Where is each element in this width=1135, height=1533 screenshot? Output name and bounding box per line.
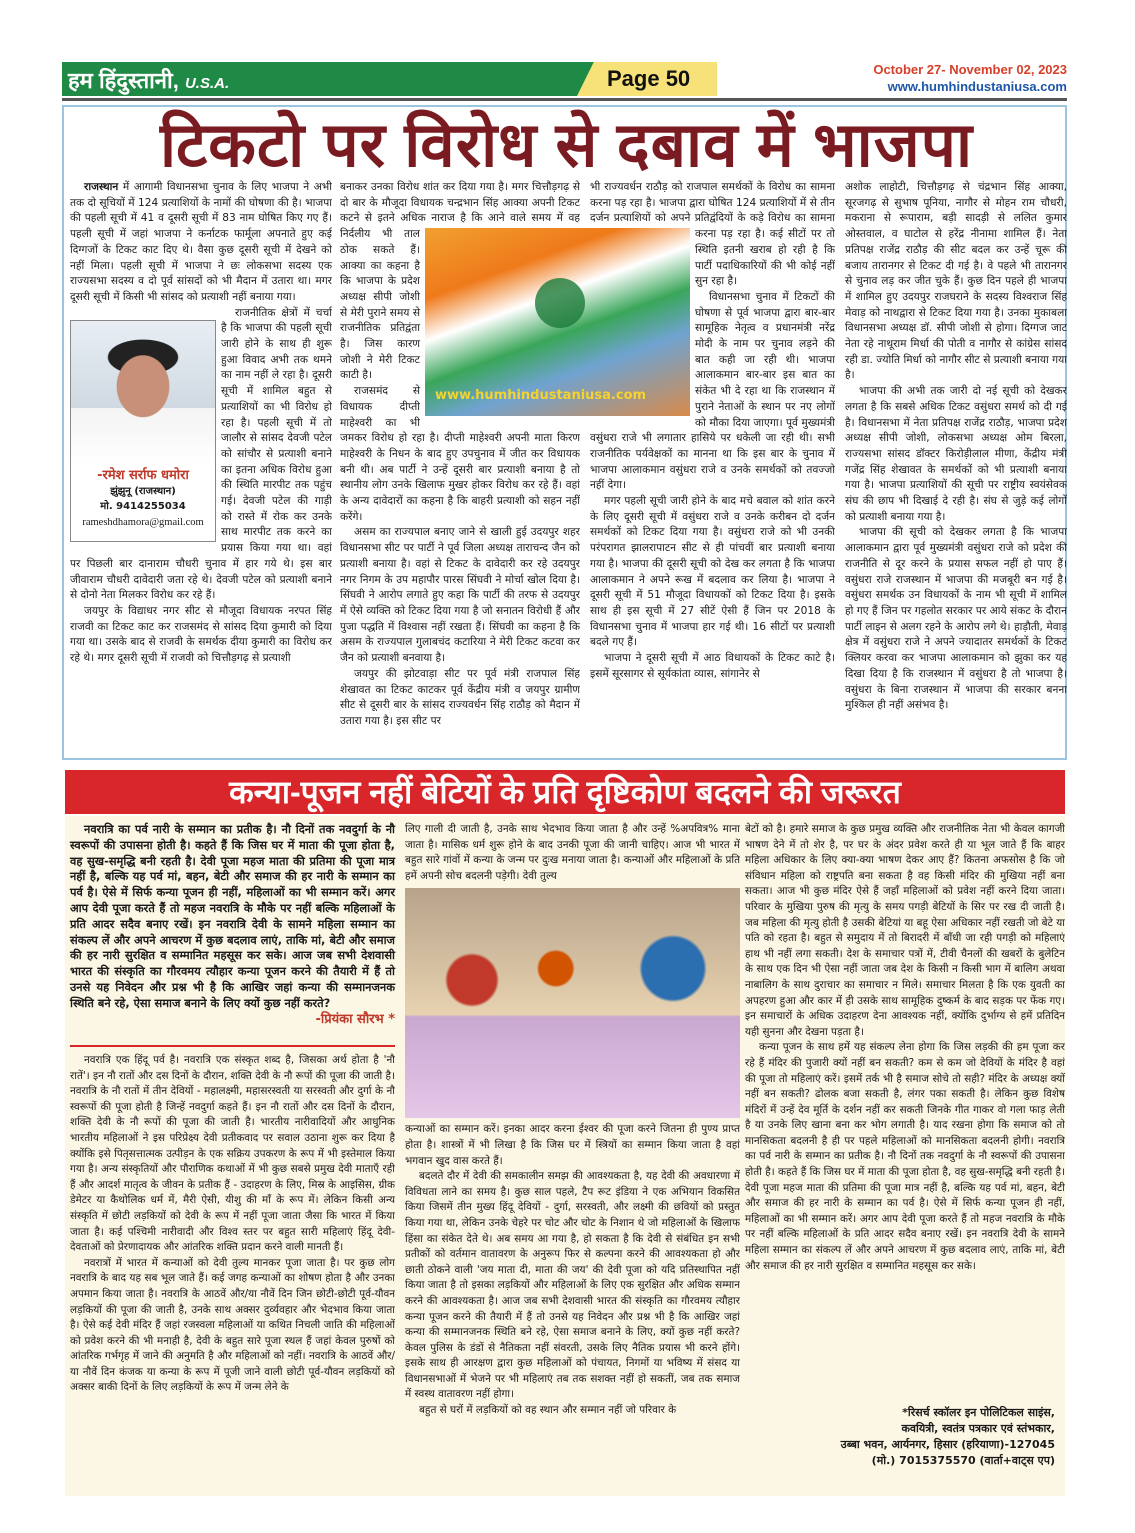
paragraph: भाजपा की सूची को देखकर लगता है कि भाजपा आलाकमान द्वारा पूर्व मुख्यमंत्री वसुंधरा राजे को प्रदेश की राजनीति से दूर करने के प्रयास सफल नहीं हो पाए हैं। वसुंधरा राजे राजस्थान में भाजपा की मजबूरी बन गई है। वसुंधरा समर्थक उन विधायकों के नाम भी सूची में शामिल हो गए हैं जिन पर गहलोत सरकार पर आये संकट के दौरान पार्टी लाइन से अलग रहने के आरोप लगे थे। हाड़ौती, मेवाड़ क्षेत्र में वसुंधरा राजे ने अपने ज्यादातर समर्थकों के टिकट क्लियर करवा कर भाजपा आलाकमान को झुका कर यह दिखा दिया है कि राजस्थान में वसुंधरा है तो भाजपा है। वसुंधरा के बिना राजस्थान में भाजपा की सरकार बनना मुश्किल ही नहीं असंभव है। <box>845 526 1067 712</box>
author-photo-box <box>70 320 216 542</box>
brand-text: हम हिंदुस्तानी, <box>68 68 179 93</box>
author-photo <box>71 321 215 466</box>
bjp-flag-photo <box>425 228 690 416</box>
author-credit <box>841 1405 1055 1469</box>
author-email[interactable]: rameshdhamora@gmail.com <box>82 517 204 529</box>
brand-suffix: U.S.A. <box>184 75 230 92</box>
article-2-column-1 <box>70 1053 395 1493</box>
paragraph: अशोक लाहोटी, चित्तौड़गढ़ से चंद्रभान सिंह आक्या, सूरजगढ़ से सुभाष पूनिया, नागौर से मोहन राम चौधरी, मकराना से रूपाराम, बड़ी सादड़ी से ललित कुमार ओस्तवाल, व घाटोल से हरेंद्र नीनामा शामिल हैं। नेता प्रतिपक्ष राजेंद्र राठौड़ की सीट बदल कर उन्हें चूरू की बजाय तारानगर से टिकट दी गई है। वे पहले भी तारानगर से चुनाव लड़ कर जीत चुके हैं। कुछ दिन पहले ही भाजपा में शामिल हुए उदयपुर राजघराने के सदस्य विश्वराज सिंह मेवाड़ को नाथद्वारा से टिकट दिया गया है। उनका मुकाबला विधानसभा अध्यक्ष डॉ. सीपी जोशी से होगा। दिग्गज जाट नेता रहे नाथूराम मिर्धा की पोती व नागौर से कांग्रेस सांसद रही डा. ज्योति मिर्धा को नागौर सीट से प्रत्याशी बनाया गया है। <box>845 181 1067 382</box>
paragraph: कन्या पूजन के साथ हमें यह संकल्प लेना होगा कि जिस लड़की की हम पूजा कर रहे हैं मंदिर की पुजारी क्यों नहीं बन सकती? कम से कम जो देवियों के मंदिर है वहां की पूजा तो महिलाएं करें। इसमें तर्क भी है समाज सोचे तो सही? मंदिर के अध्यक्ष क्यों नहीं बन सकती? ढोलक बजा सकती है, लंगर पका सकती है। लेकिन कुछ विशेष मंदिरों में उन्हें देव मूर्ति के दर्शन नहीं कर सकती जिनके गीत गाकर वो गला फाड़ लेती है या उनके लिए खाना बना कर भोग लगाती है। याद रखना होगा कि समाज को तो मानसिकता बदलनी है ही पर पहले महिलाओं को मानसिकता बदलनी होगी। नवरात्रि का पर्व नारी के सम्मान का प्रतीक है। नौ दिनों तक नवदुर्गा के नौ स्वरूपों की उपासना होती है। कहते हैं कि जिस घर में माता की पूजा होता है, वह सुख-समृद्धि बनी रहती है। देवी पूजा महज माता की प्रतिमा की पूजा मात्र नहीं है, बल्कि यह पर्व मां, बहन, बेटी और समाज की हर नारी के सम्मान का पर्व है। ऐसे में सिर्फ कन्या पूजन ही नहीं, महिलाओं का भी सम्मान करें। अगर आप देवी पूजा करते हैं तो महज नवरात्रि के मौके पर नहीं बल्कि महिलाओं के प्रति आदर सदैव बनाए रखें। इन नवरात्रि देवी के सामने महिला सम्मान का संकल्प लें और अपने आचरण में कुछ बदलाव लाएं, ताकि मां, बेटी और समाज की हर नारी सुरक्षित व सम्मानित महसूस कर सके। <box>745 1041 1065 1272</box>
paragraph: नवरात्रि एक हिंदू पर्व है। नवरात्रि एक संस्कृत शब्द है, जिसका अर्थ होता है 'नौ रातें'। इन नौ रातों और दस दिनों के दौरान, शक्ति देवी के नौ रूपों की पूजा की जाती है। नवरात्रि के नौ रातों में तीन देवियों - महालक्ष्मी, महासरस्वती या सरस्वती और दुर्गा के नौ स्वरूपों की पूजा होती है जिन्हें नवदुर्गा कहते हैं। इन नौ रातों और दस दिनों के दौरान, शक्ति देवी के नौ रूपों की पूजा की जाती है। भारतीय नारीवादियों और आधुनिक भारतीय महिलाओं ने इस परिप्रेक्ष्य देवी प्रतीकवाद पर सवाल उठाना शुरू कर दिया है क्योंकि इसे पितृसत्तात्मक उत्पीड़न के एक सक्रिय उपकरण के रूप में भी इस्तेमाल किया गया है। अन्य संस्कृतियों और पौराणिक कथाओं में भी कुछ सबसे प्रमुख देवी माताएँ रही हैं और आदर्श मातृत्व के जीवन के प्रतीक हैं - उदाहरण के लिए, मिस्र के आइसिस, ग्रीक डेमेटर या कैथोलिक धर्म में, मैरी ऐसी, यीशु की माँ के रूप में। लेकिन किसी अन्य संस्कृति में छोटी लड़कियों को देवी के रूप में नहीं पूजा जाता जैसा कि भारत में किया जाता है। कई पश्चिमी नारीवादी और विश्व स्तर पर बहुत सारी महिलाएं हिंदू देवी-देवताओं को प्रेरणादायक और आंतरिक शक्ति प्रदान करने वाली मानती हैं। <box>70 1054 395 1254</box>
paragraph: नवरात्रों में भारत में कन्याओं को देवी तुल्य मानकर पूजा जाता है। पर कुछ लोग नवरात्रि के बाद यह सब भूल जाते हैं। कई जगह कन्याओं का शोषण होता है और उनका अपमान किया जाता है। नवरात्रि के आठवें और/या नौवें दिन जिन छोटी-छोटी पूर्व-यौवन लड़कियों की पूजा की जाती है, उनके साथ अक्सर दुर्व्यवहार और भेदभाव किया जाता है। ऐसे कई देवी मंदिर हैं जहां रजस्वला महिलाओं या कथित निचली जाति की महिलाओं को प्रवेश करने की भी मनाही है, देवी के बहुत सारे पूजा स्थल हैं जहां केवल पुरुषों को आंतरिक गर्भगृह में जाने की अनुमति है और महिलाओं को नहीं। नवरात्रि के आठवें और/या नौवें दिन कंजक या कन्या के रूप में पूजी जाने वाली छोटी पूर्व-यौवन लड़कियों को अक्सर बाकी दिनों के लिए लड़कियों के रूप में जन्म लेने के <box>70 1256 395 1394</box>
newspaper-name <box>68 65 229 95</box>
paragraph: बेटों को है। हमारे समाज के कुछ प्रमुख व्यक्ति और राजनीतिक नेता भी केवल कागजी भाषण देने में तो शेर है, पर घर के अंदर प्रवेश करते ही या भूल जाते हैं कि बाहर महिला अधिकार के लिए क्या-क्या भाषण देकर आए हैं? कितना अफसोस है कि जो संविधान महिला को राष्ट्रपति बना सकता है वह किसी मंदिर की मुखिया नहीं बना सकता। आज भी कुछ मंदिर ऐसे हैं जहाँ महिलाओं को प्रवेश नहीं करने दिया जाता। परिवार के मुखिया पुरुष की मृत्यु के समय पगड़ी बेटियों के सिर पर रख दी जाती है। जब महिला की मृत्यु होती है उसकी बेटियां या बहू ऐसा अधिकार नहीं रखती जो बेटे या पति को रहता है। बहुत से समुदाय में तो बिरादरी में बाँधी जा रही पगड़ी को महिलाएं हाथ भी नहीं लगा सकती। देश के समाचार पत्रों में, टीवी चैनलों की खबरों के बुलेटिन के साथ एक दिन भी ऐसा नहीं जाता जब देश के किसी न किसी भाग में बालिग अथवा नाबालिग के साथ दुराचार का समाचार न मिले। समाचार मिलता है कि एक युवती का अपहरण हुआ और कार में ही उसके साथ सामूहिक दुष्कर्म के बाद सड़क पर फेंक गए। इन समाचारों के अधिक उदाहरण देना आवश्यक नहीं, क्योंकि दुर्भाग्य से हमें प्रतिदिन यही सुनना और देखना पड़ता है। <box>745 823 1065 1038</box>
article-2-lead <box>70 822 395 1027</box>
kanya-pujan-photo <box>405 888 740 1118</box>
paragraph: विधानसभा चुनाव में टिकटों की घोषणा से पूर्व भाजपा द्वारा बार-बार सामूहिक नेतृत्व व प्रधानमंत्री नरेंद्र मोदी के नाम पर चुनाव लड़ने की बात कही जा रही थी। भाजपा आलाकमान बार-बार इस बात का संकेत भी दे रहा था कि राजस्थान में पुराने नेताओं के स्थान पर नए लोगों को मौका दिया जाएगा। पूर्व मुख्यमंत्री वसुंधरा राजे भी लगातार हासिये पर धकेली जा रही थी। सभी राजनीतिक पर्यवेक्षकों का मानना था कि इस बार के चुनाव में भाजपा आलाकमान वसुंधरा राजे व उनके समर्थकों को तवज्जो नहीं देगा। <box>590 290 835 492</box>
paragraph: बहुत से घरों में लड़कियों को वह स्थान और सम्मान नहीं जो परिवार के <box>419 1404 677 1417</box>
paragraph: भाजपा की अभी तक जारी दो नई सूची को देखकर लगता है कि सबसे अधिक टिकट वसुंधरा समर्थ को दी गई है। विधानसभा में नेता प्रतिपक्ष राजेंद्र राठौड़, भाजपा प्रदेश अध्यक्ष सीपी जोशी, लोकसभा अध्यक्ष ओम बिरला, राज्यसभा सांसद डॉक्टर किरोड़ीलाल मीणा, केंद्रीय मंत्री गजेंद्र सिंह शेखावत के समर्थकों को भी प्रत्याशी बनाया गया है। भाजपा प्रत्याशियों की सूची पर राष्ट्रीय स्वयंसेवक संघ की छाप भी दिखाई दे रही है। संघ से जुड़े कई लोगों को प्रत्याशी बनाया गया है। <box>845 385 1067 523</box>
image-watermark: www.humhindustaniusa.com <box>435 388 647 403</box>
article-2-column-2 <box>405 822 740 1494</box>
paragraph-text: में आगामी विधानसभा चुनाव के लिए भाजपा ने अभी तक दो सूचियों में 124 प्रत्याशियों के नामों की घोषणा की है। भाजपा की पहली सूची में 41 व दूसरी सूची में 83 नाम घोषित किए गए हैं। पहली सूची में जहां भाजपा ने कर्नाटक फार्मूला अपनाते हुए कई दिग्गजों के टिकट काट दिए थे। वैसा कुछ दूसरी सूची में देखने को नहीं मिला। पहली सूची में भाजपा ने छः लोकसभा सदस्य एक राज्यसभा सदस्य व दो पूर्व सांसदों को भी मैदान में उतारा था। मगर दूसरी सूची में किसी भी सांसद को प्रत्याशी नहीं बनाया गया। <box>70 181 332 303</box>
article-1-headline: टिकटो पर विरोध से दबाव में भाजपा <box>160 111 973 180</box>
author-signature: -प्रियंका सौरभ * <box>315 1011 395 1027</box>
lotus-symbol-icon <box>535 278 585 328</box>
credit-line: उब्बा भवन, आर्यनगर, हिसार (हरियाणा)-127045 <box>840 1438 1055 1451</box>
author-place: झुंझुनू (राजस्थान) <box>110 485 176 497</box>
masthead <box>62 62 1067 98</box>
lead-word: राजस्थान <box>84 181 119 193</box>
article-2-column-3 <box>745 822 1065 1402</box>
website-link[interactable]: www.humhindustaniusa.com <box>887 79 1067 94</box>
author-byline <box>71 466 215 531</box>
paragraph <box>70 180 332 306</box>
paragraph: राजसमंद से विधायक दीप्ती माहेश्वरी का भी जमकर विरोध हो रहा है। दीप्ती माहेश्वरी अपनी माता किरण माहेश्वरी के निधन के बाद हुए उपचुनाव में जीत कर विधायक बनी थी। अब पार्टी ने उन्हें दूसरी बार प्रत्याशी बनाया है तो स्थानीय लोग उनके खिलाफ मुखर होकर विरोध कर रहे हैं। वहां के अन्य दावेदारों का कहना है कि बाहरी प्रत्याशी को सहन नहीं करेंगे। <box>340 385 580 523</box>
page-number: Page 50 <box>607 66 691 91</box>
paragraph: लिए गाली दी जाती है, उनके साथ भेदभाव किया जाता है और उन्हें %अपवित्र% माना जाता है। मासिक धर्म शुरू होने के बाद उनकी पूजा की जानी चाहिए। आज भी भारत में बहुत सारे गांवों में कन्या के जन्म पर दुःख मनाया जाता है। कन्याओं और महिलाओं के प्रति हमें अपनी सोच बदलनी पड़ेगी। देवी तुल्य <box>405 823 740 882</box>
paragraph: मगर पहली सूची जारी होने के बाद मचे बवाल को शांत करने के लिए दूसरी सूची में वसुंधरा राजे व उनके करीबन दो दर्जन समर्थकों को टिकट दिया गया है। वसुंधरा राजे को भी उनकी परंपरागत झालरापाटन सीट से ही पांचवीं बार प्रत्याशी बनाया गया है। भाजपा की दूसरी सूची को देख कर लगता है कि भाजपा आलाकमान ने अपने रूख में बदलाव कर लिया है। भाजपा ने दूसरी सूची में 51 मौजूदा विधायकों को टिकट दिया है। इसके साथ ही इस सूची में 27 सीटें ऐसी हैं जिन पर 2018 के विधानसभा चुनाव में भाजपा हार गई थी। 16 सीटों पर प्रत्याशी बदले गए हैं। <box>590 495 835 649</box>
paragraph: जयपुर के विद्याधर नगर सीट से मौजूदा विधायक नरपत सिंह राजवी का टिकट काट कर राजसमंद से सांसद दिया कुमारी को दिया गया था। उसके बाद से राजवी के समर्थक दीया कुमारी का विरोध कर रहे थे। मगर दूसरी सूची में राजवी को चित्तौड़गढ़ से प्रत्याशी <box>70 604 332 665</box>
author-name: -रमेश सर्राफ धमोरा <box>97 468 189 483</box>
paragraph: राजनीतिक क्षेत्रों में चर्चा है कि भाजपा की पहली सूची जारी होने के साथ ही शुरू हुआ विवाद अभी तक थमने का नाम नहीं ले रहा है। दूसरी सूची में शामिल बहुत से प्रत्याशियों का भी विरोध हो रहा है। पहली सूची में तो जालौर से सांसद देवजी पटेल को सांचौर से प्रत्याशी बनाने का इतना अधिक विरोध हुआ की स्थिति मारपीट तक पहुंच गई। देवजी पटेल की गाड़ी को रास्ते में रोक कर उनके साथ मारपीट तक करने का प्रयास किया गया था। वहां पर पिछली बार दानाराम चौधरी चुनाव में हार गये थे। इस बार जीवाराम चौधरी दावेदारी जता रहे थे। देवजी पटेल को प्रत्याशी बनाने से दोनो नेता मिलकर विरोध कर रहे हैं। <box>70 306 332 602</box>
paragraph: जयपुर की झोटवाड़ा सीट पर पूर्व मंत्री राजपाल सिंह शेखावत का टिकट काटकर पूर्व केंद्रीय मंत्री व जयपुर ग्रामीण सीट से दूसरी बार के सांसद राज्यवर्धन सिंह राठौड़ को मैदान में उतारा गया है। इस सीट पर <box>340 667 580 727</box>
paragraph: भी राज्यवर्धन राठौड़ को राजपाल समर्थकों के विरोध का सामना करना पड़ रहा है। भाजपा द्वारा घोषित 124 प्रत्याशियों में से तीन दर्जन प्रत्याशियों को अपने प्रतिद्वंदियों के कड़े विरोध का सामना करना पड़ रहा है। कई सीटों पर तो स्थिति इतनी खराब हो रही है कि पार्टी पदाधिकारियों की भी कोई नहीं सुन रहा है। <box>590 181 835 288</box>
paragraph: बनाकर उनका विरोध शांत कर दिया गया है। मगर चित्तौड़गढ़ से दो बार के मौजूदा विधायक चन्द्रभान सिंह आक्या अपनी टिकट कटने से इतने अधिक नाराज है कि आने वाले समय में वह निर्दलीय भी ताल ठोक सकते हैं। आक्या का कहना है कि भाजपा के प्रदेश अध्यक्ष सीपी जोशी से मेरी पुराने समय से राजनीतिक प्रतिद्वंता है। जिस कारण जोशी ने मेरी टिकट काटी है। <box>340 181 580 382</box>
article-1-column-1 <box>70 180 332 755</box>
paragraph: बदलते दौर में देवी की समकालीन समझ की आवश्यकता है, यह देवी की अवधारणा में विविधता लाने का समय है। कुछ साल पहले, टैप रूट इंडिया ने एक अभियान विकसित किया जिसमें तीन मुख्य हिंदू देवियों - दुर्गा, सरस्वती, और लक्ष्मी की छवियों को प्रस्तुत किया गया था, लेकिन उनके चेहरे पर चोट और चोट के निशान थे जो महिलाओं के खिलाफ हिंसा का संकेत देते थे। अब समय आ गया है, हो सकता है कि देवी से संबंधित इन सभी प्रतीकों को वर्तमान वातावरण के अनुरूप फिर से कल्पना करने की आवश्यकता हो और छाती ठोकने वाली 'जय माता दी, माता की जय' की देवी पूजा को यदि प्रतिस्थापित नहीं किया जाता है तो इसका लड़कियों और महिलाओं के लिए एक सुरक्षित और अधिक सम्मान करने की आवश्यकता है। आज जब सभी देशवासी भारत की संस्कृति का गौरवमय त्यौहार कन्या पूजन करने की तैयारी में हैं तो उनसे यह निवेदन और प्रश्न भी है कि आखिर जहां कन्या की सम्मानजनक स्थिति बने रहे, ऐसा समाज बनाने के लिए, क्यों कुछ नहीं करते? केवल पुलिस के डंडों से नैतिकता नहीं संवरती, उसके लिए नैतिक प्रयास भी करने होंगे। इसके साथ ही आरक्षण द्वारा कुछ महिलाओं को पंचायत, निगमों या भविष्य में संसद या विधानसभाओं में भेजने पर भी महिलाएं तब तक सशक्त नहीं हो सकतीं, जब तक समाज में स्वस्थ वातावरण नहीं होगा। <box>405 1170 740 1401</box>
article-2-headline: कन्या-पूजन नहीं बेटियों के प्रति दृष्टिकोण बदलने की जरूरत <box>65 770 1065 814</box>
credit-line: (मो.) 7015375570 (वार्ता+वाट्स एप) <box>871 1454 1055 1467</box>
credit-line: कवयित्री, स्वतंत्र पत्रकार एवं स्तंभकार, <box>901 1422 1055 1435</box>
paragraph: कन्याओं का सम्मान करें। इनका आदर करना ईश्वर की पूजा करने जितना ही पुण्य प्राप्त होता है। शास्त्रों में भी लिखा है कि जिस घर में स्त्रियों का सम्मान किया जाता है वहां भगवान खुद वास करते हैं। <box>405 1123 740 1167</box>
credit-line: *रिसर्च स्कॉलर इन पोलिटिकल साइंस, <box>902 1406 1055 1419</box>
lead-divider <box>70 1045 395 1047</box>
masthead-rule <box>62 98 1067 101</box>
lead-paragraph: नवरात्रि का पर्व नारी के सम्मान का प्रतीक है। नौ दिनों तक नवदुर्गा के नौ स्वरूपों की उपासना होती है। कहते हैं कि जिस घर में माता की पूजा होता है, वह सुख-समृद्धि बनी रहती है। देवी पूजा महज माता की प्रतिमा की पूजा मात्र नहीं है, बल्कि यह पर्व मां, बहन, बेटी और समाज की हर नारी के सम्मान का पर्व है। ऐसे में सिर्फ कन्या पूजन ही नहीं, महिलाओं का भी सम्मान करें। अगर आप देवी पूजा करते हैं तो महज नवरात्रि के मौके पर नहीं बल्कि महिलाओं के प्रति आदर सदैव बनाए रखें। इन नवरात्रि देवी के सामने महिला सम्मान का संकल्प लें और अपने आचरण में कुछ बदलाव लाएं, ताकि मां, बेटी और समाज की हर नारी सुरक्षित व सम्मानित महसूस कर सके। आज जब सभी देशवासी भारत की संस्कृति का गौरवमय त्यौहार कन्या पूजन करने की तैयारी में हैं तो उनसे यह निवेदन और प्रश्न भी है कि आखिर जहां कन्या की सम्मानजनक स्थिति बने रहे, ऐसा समाज बनाने के लिए क्यों कुछ नहीं करते? <box>70 822 395 1010</box>
article-1-column-4 <box>845 180 1067 755</box>
paragraph: भाजपा ने दूसरी सूची में आठ विधायकों के टिकट काटे है। इसमें सूरसागर से सूर्यकांता व्यास, सांगानेर से <box>590 652 835 680</box>
author-phone: मो. 9414255034 <box>100 501 186 513</box>
paragraph: असम का राज्यपाल बनाए जाने से खाली हुई उदयपुर शहर विधानसभा सीट पर पार्टी ने पूर्व जिला अध्यक्ष ताराचन्द जैन को प्रत्याशी बनाया है। वहां से टिकट के दावेदारी कर रहे उदयपुर नगर निगम के उप महापौर पारस सिंघवी ने मोर्चा खोल दिया है। सिंघवी ने आरोप लगाते हुए कहा कि पार्टी की तरफ से उदयपुर में ऐसे व्यक्ति को टिकट दिया गया है जो सनातन विरोधी हैं और पुजा पद्धति में विश्वास नहीं रखता हैं। सिंघवी का कहना है कि असम के राज्यपाल गुलाबचंद कटारिया ने मेरी टिकट कटवा कर जैन को प्रत्याशी बनवाया है। <box>340 526 580 665</box>
issue-date: October 27- November 02, 2023 <box>873 62 1067 77</box>
